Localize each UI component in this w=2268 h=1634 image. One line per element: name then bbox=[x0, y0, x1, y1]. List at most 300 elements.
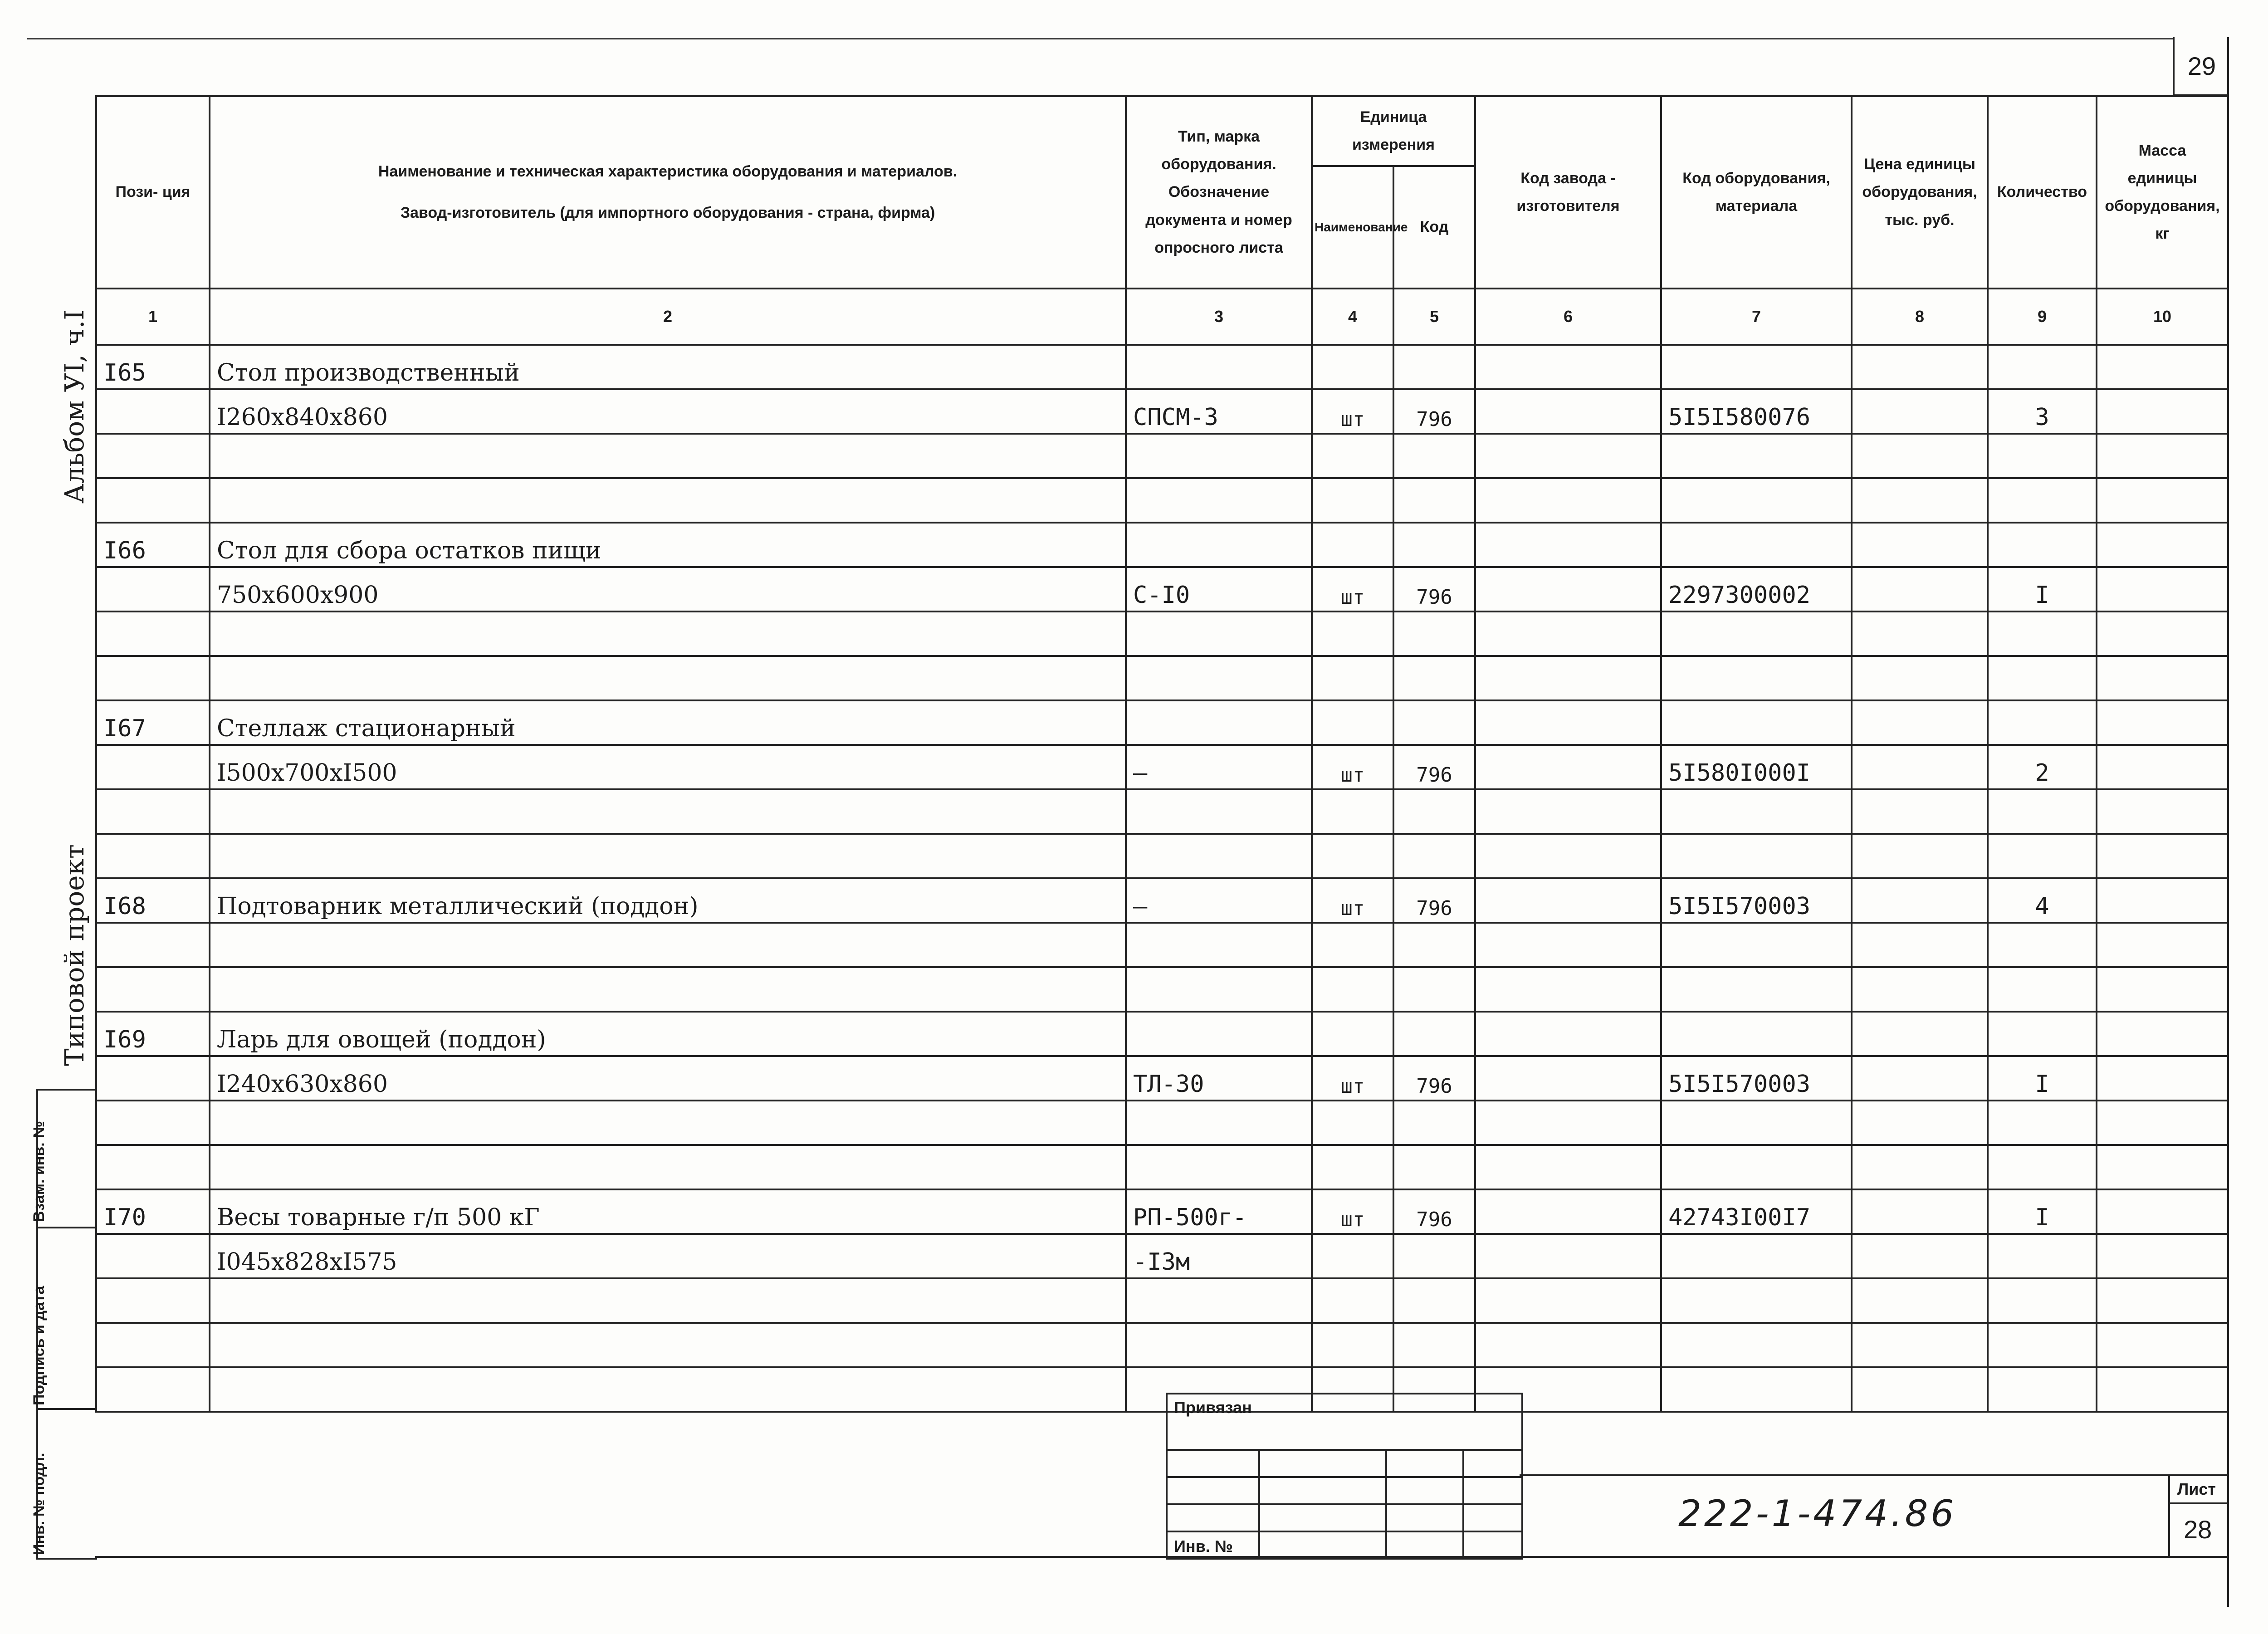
unit-cell: шт bbox=[1312, 1056, 1393, 1101]
header-name bbox=[210, 96, 1126, 289]
unit-cell bbox=[1312, 612, 1393, 656]
factory-code-cell bbox=[1475, 1278, 1661, 1323]
table-row bbox=[96, 1323, 2228, 1367]
table-row bbox=[96, 345, 2228, 389]
mass-cell bbox=[2097, 612, 2228, 656]
quantity-cell: 4 bbox=[1988, 878, 2097, 923]
equipment-code-cell bbox=[1661, 789, 1852, 834]
type-cell bbox=[1126, 967, 1312, 1012]
unit-code-cell bbox=[1393, 1145, 1475, 1189]
unit-cell bbox=[1312, 967, 1393, 1012]
quantity-cell bbox=[1988, 1145, 2097, 1189]
table-row bbox=[96, 434, 2228, 478]
factory-code-cell bbox=[1475, 612, 1661, 656]
type-cell: ТЛ-30 bbox=[1126, 1056, 1312, 1101]
equipment-code-cell: 2297300002 bbox=[1661, 567, 1852, 612]
header-name-line1: Наименование и техническая характеристика оборудования и материалов. bbox=[378, 162, 958, 180]
quantity-cell bbox=[1988, 789, 2097, 834]
name-cell bbox=[210, 1367, 1126, 1412]
quantity-cell bbox=[1988, 656, 2097, 700]
equipment-code-cell bbox=[1661, 523, 1852, 567]
unit-code-cell: 796 bbox=[1393, 745, 1475, 789]
type-cell: – bbox=[1126, 745, 1312, 789]
column-number: 4 bbox=[1312, 289, 1393, 345]
position-cell bbox=[96, 612, 210, 656]
equipment-code-cell bbox=[1661, 656, 1852, 700]
quantity-cell bbox=[1988, 345, 2097, 389]
column-number: 7 bbox=[1661, 289, 1852, 345]
unit-cell bbox=[1312, 923, 1393, 967]
type-cell bbox=[1126, 923, 1312, 967]
column-number: 10 bbox=[2097, 289, 2228, 345]
factory-code-cell bbox=[1475, 1323, 1661, 1367]
equipment-code-cell: 42743I00I7 bbox=[1661, 1189, 1852, 1234]
bound-label: Привязан bbox=[1174, 1398, 1252, 1417]
quantity-cell bbox=[1988, 1234, 2097, 1278]
equipment-code-cell bbox=[1661, 923, 1852, 967]
position-cell: I66 bbox=[96, 523, 210, 567]
mass-cell bbox=[2097, 434, 2228, 478]
position-cell bbox=[96, 1367, 210, 1412]
title-block-rule bbox=[1520, 1474, 2168, 1476]
unit-cell bbox=[1312, 834, 1393, 878]
position-cell: I69 bbox=[96, 1012, 210, 1056]
position-cell bbox=[96, 478, 210, 523]
mass-cell bbox=[2097, 1056, 2228, 1101]
mass-cell bbox=[2097, 700, 2228, 745]
unit-cell bbox=[1312, 1278, 1393, 1323]
unit-cell bbox=[1312, 523, 1393, 567]
mass-cell bbox=[2097, 745, 2228, 789]
type-cell bbox=[1126, 834, 1312, 878]
mass-cell bbox=[2097, 834, 2228, 878]
type-cell bbox=[1126, 478, 1312, 523]
factory-code-cell bbox=[1475, 1145, 1661, 1189]
table-row bbox=[96, 1101, 2228, 1145]
price-cell bbox=[1852, 1234, 1988, 1278]
name-cell: 750x600x900 bbox=[210, 567, 1126, 612]
position-cell bbox=[96, 1101, 210, 1145]
table-row bbox=[96, 967, 2228, 1012]
equipment-spec-table bbox=[95, 95, 2229, 1413]
position-cell bbox=[96, 967, 210, 1012]
stamp-cell-replacement bbox=[30, 1091, 97, 1227]
unit-code-cell bbox=[1393, 478, 1475, 523]
mass-cell bbox=[2097, 1145, 2228, 1189]
mass-cell bbox=[2097, 389, 2228, 434]
factory-code-cell bbox=[1475, 878, 1661, 923]
table-row bbox=[96, 389, 2228, 434]
unit-code-cell bbox=[1393, 1323, 1475, 1367]
type-cell bbox=[1126, 1145, 1312, 1189]
quantity-cell bbox=[1988, 1278, 2097, 1323]
quantity-cell bbox=[1988, 834, 2097, 878]
binding-stamp bbox=[1166, 1393, 1523, 1560]
unit-cell bbox=[1312, 478, 1393, 523]
position-cell bbox=[96, 745, 210, 789]
stamp-line bbox=[1168, 1531, 1521, 1532]
equipment-code-cell bbox=[1661, 1234, 1852, 1278]
sheet-number: 28 bbox=[2184, 1515, 2212, 1544]
equipment-code-cell: 5I5I580076 bbox=[1661, 389, 1852, 434]
sheet-box bbox=[2168, 1474, 2229, 1558]
unit-code-cell: 796 bbox=[1393, 1189, 1475, 1234]
position-cell bbox=[96, 656, 210, 700]
quantity-cell: 3 bbox=[1988, 389, 2097, 434]
equipment-code-cell bbox=[1661, 1101, 1852, 1145]
name-cell bbox=[210, 612, 1126, 656]
unit-code-cell bbox=[1393, 923, 1475, 967]
quantity-cell bbox=[1988, 523, 2097, 567]
quantity-cell: I bbox=[1988, 1189, 2097, 1234]
name-cell bbox=[210, 1145, 1126, 1189]
equipment-code-cell: 5I580I000I bbox=[1661, 745, 1852, 789]
mass-cell bbox=[2097, 656, 2228, 700]
table-row bbox=[96, 1367, 2228, 1412]
type-cell bbox=[1126, 1323, 1312, 1367]
factory-code-cell bbox=[1475, 345, 1661, 389]
mass-cell bbox=[2097, 1189, 2228, 1234]
factory-code-cell bbox=[1475, 389, 1661, 434]
inv-label: Инв. № bbox=[1174, 1537, 1233, 1556]
equipment-code-cell bbox=[1661, 478, 1852, 523]
bottom-rule bbox=[95, 1556, 2227, 1558]
name-cell: I240x630x860 bbox=[210, 1056, 1126, 1101]
type-cell bbox=[1126, 789, 1312, 834]
unit-code-cell bbox=[1393, 523, 1475, 567]
mass-cell bbox=[2097, 478, 2228, 523]
name-cell bbox=[210, 478, 1126, 523]
price-cell bbox=[1852, 523, 1988, 567]
price-cell bbox=[1852, 878, 1988, 923]
name-cell bbox=[210, 1323, 1126, 1367]
table-row bbox=[96, 745, 2228, 789]
factory-code-cell bbox=[1475, 1101, 1661, 1145]
header-unit-name: Наименование bbox=[1312, 166, 1393, 289]
unit-code-cell bbox=[1393, 612, 1475, 656]
type-cell bbox=[1126, 656, 1312, 700]
column-number: 2 bbox=[210, 289, 1126, 345]
price-cell bbox=[1852, 478, 1988, 523]
stamp-label-replacement: Взам. инв. № bbox=[30, 1120, 48, 1222]
table-row bbox=[96, 834, 2228, 878]
type-cell bbox=[1126, 523, 1312, 567]
mass-cell bbox=[2097, 789, 2228, 834]
equipment-code-cell bbox=[1661, 1323, 1852, 1367]
table-row bbox=[96, 1189, 2228, 1234]
unit-code-cell bbox=[1393, 967, 1475, 1012]
price-cell bbox=[1852, 1189, 1988, 1234]
factory-code-cell bbox=[1475, 700, 1661, 745]
name-cell: I500x700xI500 bbox=[210, 745, 1126, 789]
name-cell bbox=[210, 434, 1126, 478]
column-number: 6 bbox=[1475, 289, 1661, 345]
table-row bbox=[96, 1012, 2228, 1056]
mass-cell bbox=[2097, 1367, 2228, 1412]
unit-code-cell: 796 bbox=[1393, 389, 1475, 434]
column-number: 9 bbox=[1988, 289, 2097, 345]
unit-code-cell bbox=[1393, 1278, 1475, 1323]
type-cell bbox=[1126, 1012, 1312, 1056]
header-factory-code: Код завода - изготовителя bbox=[1475, 96, 1661, 289]
name-cell: Ларь для овощей (поддон) bbox=[210, 1012, 1126, 1056]
mass-cell bbox=[2097, 567, 2228, 612]
stamp-cell-signature bbox=[30, 1227, 97, 1410]
position-cell bbox=[96, 389, 210, 434]
name-cell: Подтоварник металлический (поддон) bbox=[210, 878, 1126, 923]
position-cell bbox=[96, 434, 210, 478]
stamp-line bbox=[1258, 1449, 1260, 1558]
column-number: 8 bbox=[1852, 289, 1988, 345]
factory-code-cell bbox=[1475, 523, 1661, 567]
equipment-code-cell bbox=[1661, 834, 1852, 878]
table-row bbox=[96, 1278, 2228, 1323]
unit-cell: шт bbox=[1312, 389, 1393, 434]
name-cell bbox=[210, 789, 1126, 834]
price-cell bbox=[1852, 1101, 1988, 1145]
sheet-divider bbox=[2170, 1502, 2229, 1504]
type-cell bbox=[1126, 1101, 1312, 1145]
album-label: Альбом УI, ч.I bbox=[59, 309, 90, 504]
factory-code-cell bbox=[1475, 834, 1661, 878]
factory-code-cell bbox=[1475, 478, 1661, 523]
unit-code-cell bbox=[1393, 434, 1475, 478]
mass-cell bbox=[2097, 1323, 2228, 1367]
position-cell bbox=[96, 1234, 210, 1278]
type-cell: -I3м bbox=[1126, 1234, 1312, 1278]
type-cell: – bbox=[1126, 878, 1312, 923]
price-cell bbox=[1852, 612, 1988, 656]
table-body bbox=[96, 345, 2228, 1412]
table-row bbox=[96, 878, 2228, 923]
name-cell: Стеллаж стационарный bbox=[210, 700, 1126, 745]
type-cell bbox=[1126, 1278, 1312, 1323]
unit-code-cell bbox=[1393, 1012, 1475, 1056]
unit-code-cell bbox=[1393, 1101, 1475, 1145]
unit-cell: шт bbox=[1312, 878, 1393, 923]
name-cell: I045x828xI575 bbox=[210, 1234, 1126, 1278]
position-cell bbox=[96, 789, 210, 834]
unit-code-cell bbox=[1393, 789, 1475, 834]
header-price: Цена единицы оборудования, тыс. руб. bbox=[1852, 96, 1988, 289]
factory-code-cell bbox=[1475, 923, 1661, 967]
price-cell bbox=[1852, 656, 1988, 700]
table-row bbox=[96, 923, 2228, 967]
unit-cell bbox=[1312, 1012, 1393, 1056]
factory-code-cell bbox=[1475, 656, 1661, 700]
price-cell bbox=[1852, 967, 1988, 1012]
quantity-cell: 2 bbox=[1988, 745, 2097, 789]
name-cell: Стол производственный bbox=[210, 345, 1126, 389]
price-cell bbox=[1852, 834, 1988, 878]
type-cell: СПСМ-3 bbox=[1126, 389, 1312, 434]
stamp-label-signature: Подпись и дата bbox=[30, 1286, 48, 1405]
quantity-cell bbox=[1988, 434, 2097, 478]
factory-code-cell bbox=[1475, 1234, 1661, 1278]
top-rule bbox=[27, 38, 2173, 39]
stamp-label-original: Инв. № подл. bbox=[30, 1453, 48, 1555]
table-row bbox=[96, 656, 2228, 700]
quantity-cell bbox=[1988, 923, 2097, 967]
equipment-code-cell bbox=[1661, 700, 1852, 745]
unit-cell: шт bbox=[1312, 567, 1393, 612]
equipment-code-cell bbox=[1661, 1367, 1852, 1412]
name-cell bbox=[210, 834, 1126, 878]
price-cell bbox=[1852, 1145, 1988, 1189]
position-cell: I65 bbox=[96, 345, 210, 389]
sheet-label: Лист bbox=[2177, 1480, 2216, 1498]
table-row bbox=[96, 478, 2228, 523]
type-cell bbox=[1126, 700, 1312, 745]
name-cell: Стол для сбора остатков пищи bbox=[210, 523, 1126, 567]
factory-code-cell bbox=[1475, 1189, 1661, 1234]
type-cell bbox=[1126, 612, 1312, 656]
unit-code-cell bbox=[1393, 1234, 1475, 1278]
unit-cell bbox=[1312, 700, 1393, 745]
factory-code-cell bbox=[1475, 434, 1661, 478]
unit-code-cell bbox=[1393, 656, 1475, 700]
equipment-code-cell bbox=[1661, 612, 1852, 656]
quantity-cell bbox=[1988, 1101, 2097, 1145]
factory-code-cell bbox=[1475, 1056, 1661, 1101]
unit-cell bbox=[1312, 1101, 1393, 1145]
unit-code-cell: 796 bbox=[1393, 567, 1475, 612]
price-cell bbox=[1852, 567, 1988, 612]
table-row bbox=[96, 523, 2228, 567]
quantity-cell: I bbox=[1988, 1056, 2097, 1101]
factory-code-cell bbox=[1475, 1012, 1661, 1056]
quantity-cell bbox=[1988, 478, 2097, 523]
column-number: 3 bbox=[1126, 289, 1312, 345]
header-equipment-code: Код оборудования, материала bbox=[1661, 96, 1852, 289]
stamp-cell-original bbox=[30, 1408, 97, 1560]
quantity-cell bbox=[1988, 1367, 2097, 1412]
header-position: Пози- ция bbox=[96, 96, 210, 289]
document-code: 222-1-474.86 bbox=[1678, 1492, 1957, 1535]
header-unit-group: Единица измерения bbox=[1312, 96, 1475, 166]
unit-cell bbox=[1312, 1234, 1393, 1278]
table-row bbox=[96, 700, 2228, 745]
stamp-line bbox=[1168, 1476, 1521, 1478]
unit-cell: шт bbox=[1312, 745, 1393, 789]
position-cell bbox=[96, 1145, 210, 1189]
table-row bbox=[96, 612, 2228, 656]
header-mass: Масса единицы оборудования, кг bbox=[2097, 96, 2228, 289]
factory-code-cell bbox=[1475, 789, 1661, 834]
header-row bbox=[96, 96, 2228, 166]
position-cell bbox=[96, 1278, 210, 1323]
quantity-cell bbox=[1988, 1012, 2097, 1056]
table-row bbox=[96, 1056, 2228, 1101]
position-cell: I70 bbox=[96, 1189, 210, 1234]
unit-cell bbox=[1312, 656, 1393, 700]
table-row bbox=[96, 1145, 2228, 1189]
stamp-line bbox=[1462, 1449, 1464, 1558]
table-row bbox=[96, 1234, 2228, 1278]
type-cell bbox=[1126, 345, 1312, 389]
column-number: 1 bbox=[96, 289, 210, 345]
unit-code-cell bbox=[1393, 834, 1475, 878]
position-cell bbox=[96, 923, 210, 967]
approval-stamp-strip bbox=[30, 1089, 97, 1560]
quantity-cell: I bbox=[1988, 567, 2097, 612]
equipment-code-cell bbox=[1661, 967, 1852, 1012]
factory-code-cell bbox=[1475, 567, 1661, 612]
name-cell bbox=[210, 1101, 1126, 1145]
equipment-code-cell bbox=[1661, 1012, 1852, 1056]
name-cell bbox=[210, 923, 1126, 967]
price-cell bbox=[1852, 1278, 1988, 1323]
table-row bbox=[96, 789, 2228, 834]
equipment-code-cell: 5I5I570003 bbox=[1661, 878, 1852, 923]
project-label: Типовой проект bbox=[59, 844, 90, 1066]
position-cell: I67 bbox=[96, 700, 210, 745]
header-unit-code: Код bbox=[1393, 166, 1475, 289]
position-cell bbox=[96, 567, 210, 612]
price-cell bbox=[1852, 745, 1988, 789]
header-type: Тип, марка оборудования. Обозначение документа и номер опросного листа bbox=[1126, 96, 1312, 289]
page-number: 29 bbox=[2173, 37, 2229, 96]
equipment-code-cell: 5I5I570003 bbox=[1661, 1056, 1852, 1101]
name-cell bbox=[210, 656, 1126, 700]
unit-cell bbox=[1312, 789, 1393, 834]
mass-cell bbox=[2097, 878, 2228, 923]
name-cell: I260x840x860 bbox=[210, 389, 1126, 434]
price-cell bbox=[1852, 1056, 1988, 1101]
name-cell bbox=[210, 1278, 1126, 1323]
mass-cell bbox=[2097, 523, 2228, 567]
price-cell bbox=[1852, 923, 1988, 967]
type-cell bbox=[1126, 434, 1312, 478]
position-cell: I68 bbox=[96, 878, 210, 923]
factory-code-cell bbox=[1475, 967, 1661, 1012]
price-cell bbox=[1852, 1012, 1988, 1056]
table-row bbox=[96, 567, 2228, 612]
price-cell bbox=[1852, 1367, 1988, 1412]
header-quantity: Количество bbox=[1988, 96, 2097, 289]
equipment-code-cell bbox=[1661, 1278, 1852, 1323]
position-cell bbox=[96, 1323, 210, 1367]
mass-cell bbox=[2097, 1234, 2228, 1278]
unit-cell: шт bbox=[1312, 1189, 1393, 1234]
quantity-cell bbox=[1988, 612, 2097, 656]
equipment-code-cell bbox=[1661, 434, 1852, 478]
column-number-row bbox=[96, 289, 2228, 345]
unit-cell bbox=[1312, 1145, 1393, 1189]
quantity-cell bbox=[1988, 1323, 2097, 1367]
stamp-line bbox=[1168, 1503, 1521, 1505]
price-cell bbox=[1852, 345, 1988, 389]
price-cell bbox=[1852, 789, 1988, 834]
position-cell bbox=[96, 834, 210, 878]
type-cell: РП-500г- bbox=[1126, 1189, 1312, 1234]
mass-cell bbox=[2097, 1101, 2228, 1145]
mass-cell bbox=[2097, 1012, 2228, 1056]
price-cell bbox=[1852, 700, 1988, 745]
quantity-cell bbox=[1988, 700, 2097, 745]
equipment-code-cell bbox=[1661, 345, 1852, 389]
unit-cell bbox=[1312, 1323, 1393, 1367]
unit-cell bbox=[1312, 434, 1393, 478]
type-cell: С-I0 bbox=[1126, 567, 1312, 612]
stamp-line bbox=[1168, 1449, 1521, 1451]
price-cell bbox=[1852, 434, 1988, 478]
unit-code-cell: 796 bbox=[1393, 878, 1475, 923]
unit-cell bbox=[1312, 345, 1393, 389]
mass-cell bbox=[2097, 1278, 2228, 1323]
header-name-line2: Завод-изготовитель (для импортного оборудования - страна, фирма) bbox=[400, 204, 935, 221]
unit-code-cell: 796 bbox=[1393, 1056, 1475, 1101]
